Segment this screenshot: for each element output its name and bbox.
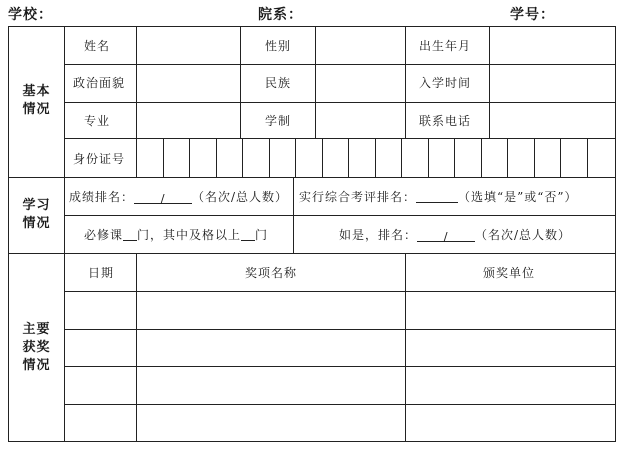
department-label: 院系： bbox=[258, 7, 303, 23]
row-divider bbox=[64, 291, 616, 292]
awards-col-divider bbox=[136, 253, 137, 442]
section-study-line1: 学习 bbox=[22, 198, 51, 213]
col-divider bbox=[136, 27, 137, 138]
student-info-form bbox=[8, 26, 616, 442]
row-divider bbox=[64, 366, 616, 367]
passed-count-blank bbox=[241, 228, 255, 241]
if-rank-blank bbox=[417, 229, 475, 242]
course-unit: 门 bbox=[255, 228, 269, 242]
awards-name-header: 奖项名称 bbox=[245, 266, 298, 280]
rank-blank bbox=[134, 191, 192, 204]
study-col-divider bbox=[293, 215, 294, 253]
student-id-label: 学号： bbox=[510, 7, 555, 23]
eval-note: （选填“是”或“否”） bbox=[458, 190, 578, 204]
col-divider bbox=[405, 27, 406, 138]
phone-label: 联系电话 bbox=[419, 114, 472, 128]
id-digit-divider bbox=[375, 138, 376, 177]
if-rank-slash: / bbox=[443, 230, 449, 244]
id-digit-divider bbox=[269, 138, 270, 177]
required-count-blank bbox=[123, 228, 137, 241]
required-label: 必修课 bbox=[84, 228, 124, 242]
required-courses-line bbox=[84, 227, 268, 243]
birth-label: 出生年月 bbox=[419, 39, 472, 53]
eval-line bbox=[299, 189, 578, 205]
row-divider bbox=[64, 329, 616, 330]
awards-issuer-header: 颁奖单位 bbox=[483, 266, 536, 280]
col-divider bbox=[315, 27, 316, 138]
id-digit-divider bbox=[401, 138, 402, 177]
id-digit-divider bbox=[216, 138, 217, 177]
id-digit-divider bbox=[534, 138, 535, 177]
col-divider bbox=[240, 27, 241, 138]
id-digit-divider bbox=[242, 138, 243, 177]
if-rank-label: 如是，排名： bbox=[339, 228, 418, 242]
id-digit-divider bbox=[454, 138, 455, 177]
section-basic-line1: 基本 bbox=[22, 84, 51, 99]
id-number-label: 身份证号 bbox=[73, 152, 126, 166]
passed-label: 门，其中及格以上 bbox=[137, 228, 242, 242]
section-basic-line2: 情况 bbox=[22, 102, 51, 117]
school-label: 学校： bbox=[8, 7, 53, 23]
section-awards-label bbox=[9, 321, 64, 375]
id-digit-divider bbox=[189, 138, 190, 177]
awards-col-divider bbox=[405, 253, 406, 442]
eval-label: 实行综合考评排名： bbox=[299, 190, 417, 204]
id-digit-divider bbox=[295, 138, 296, 177]
id-digit-divider bbox=[587, 138, 588, 177]
name-label: 姓名 bbox=[84, 39, 111, 53]
row-divider bbox=[64, 215, 616, 216]
row-divider bbox=[64, 102, 616, 103]
id-digit-divider bbox=[322, 138, 323, 177]
section-basic-label bbox=[9, 83, 64, 119]
gender-label: 性别 bbox=[265, 39, 292, 53]
row-divider bbox=[64, 404, 616, 405]
id-digit-divider bbox=[136, 138, 137, 177]
section-awards-line1: 主要 bbox=[22, 322, 51, 337]
rank-line bbox=[69, 189, 288, 205]
row-divider bbox=[64, 64, 616, 65]
id-digit-divider bbox=[428, 138, 429, 177]
section-column-divider bbox=[64, 27, 65, 442]
awards-date-header: 日期 bbox=[88, 266, 115, 280]
if-rank-note: （名次/总人数） bbox=[475, 228, 572, 242]
schooling-label: 学制 bbox=[265, 114, 292, 128]
section-awards-line2: 获奖 bbox=[22, 340, 51, 355]
political-label: 政治面貌 bbox=[73, 76, 126, 90]
if-rank-line bbox=[339, 227, 571, 243]
eval-blank bbox=[416, 190, 458, 203]
ethnicity-label: 民族 bbox=[265, 76, 292, 90]
section-divider bbox=[9, 253, 616, 254]
rank-note: （名次/总人数） bbox=[192, 190, 289, 204]
rank-label: 成绩排名： bbox=[69, 190, 135, 204]
id-digit-divider bbox=[560, 138, 561, 177]
id-digit-divider bbox=[348, 138, 349, 177]
section-divider bbox=[9, 177, 616, 178]
id-digit-divider bbox=[507, 138, 508, 177]
section-study-label bbox=[9, 197, 64, 233]
major-label: 专业 bbox=[84, 114, 111, 128]
id-digit-divider bbox=[163, 138, 164, 177]
id-digit-divider bbox=[481, 138, 482, 177]
section-study-line2: 情况 bbox=[22, 216, 51, 231]
rank-slash: / bbox=[160, 192, 166, 206]
enroll-time-label: 入学时间 bbox=[419, 76, 472, 90]
col-divider bbox=[489, 27, 490, 138]
section-awards-line3: 情况 bbox=[22, 358, 51, 373]
study-col-divider bbox=[293, 177, 294, 215]
